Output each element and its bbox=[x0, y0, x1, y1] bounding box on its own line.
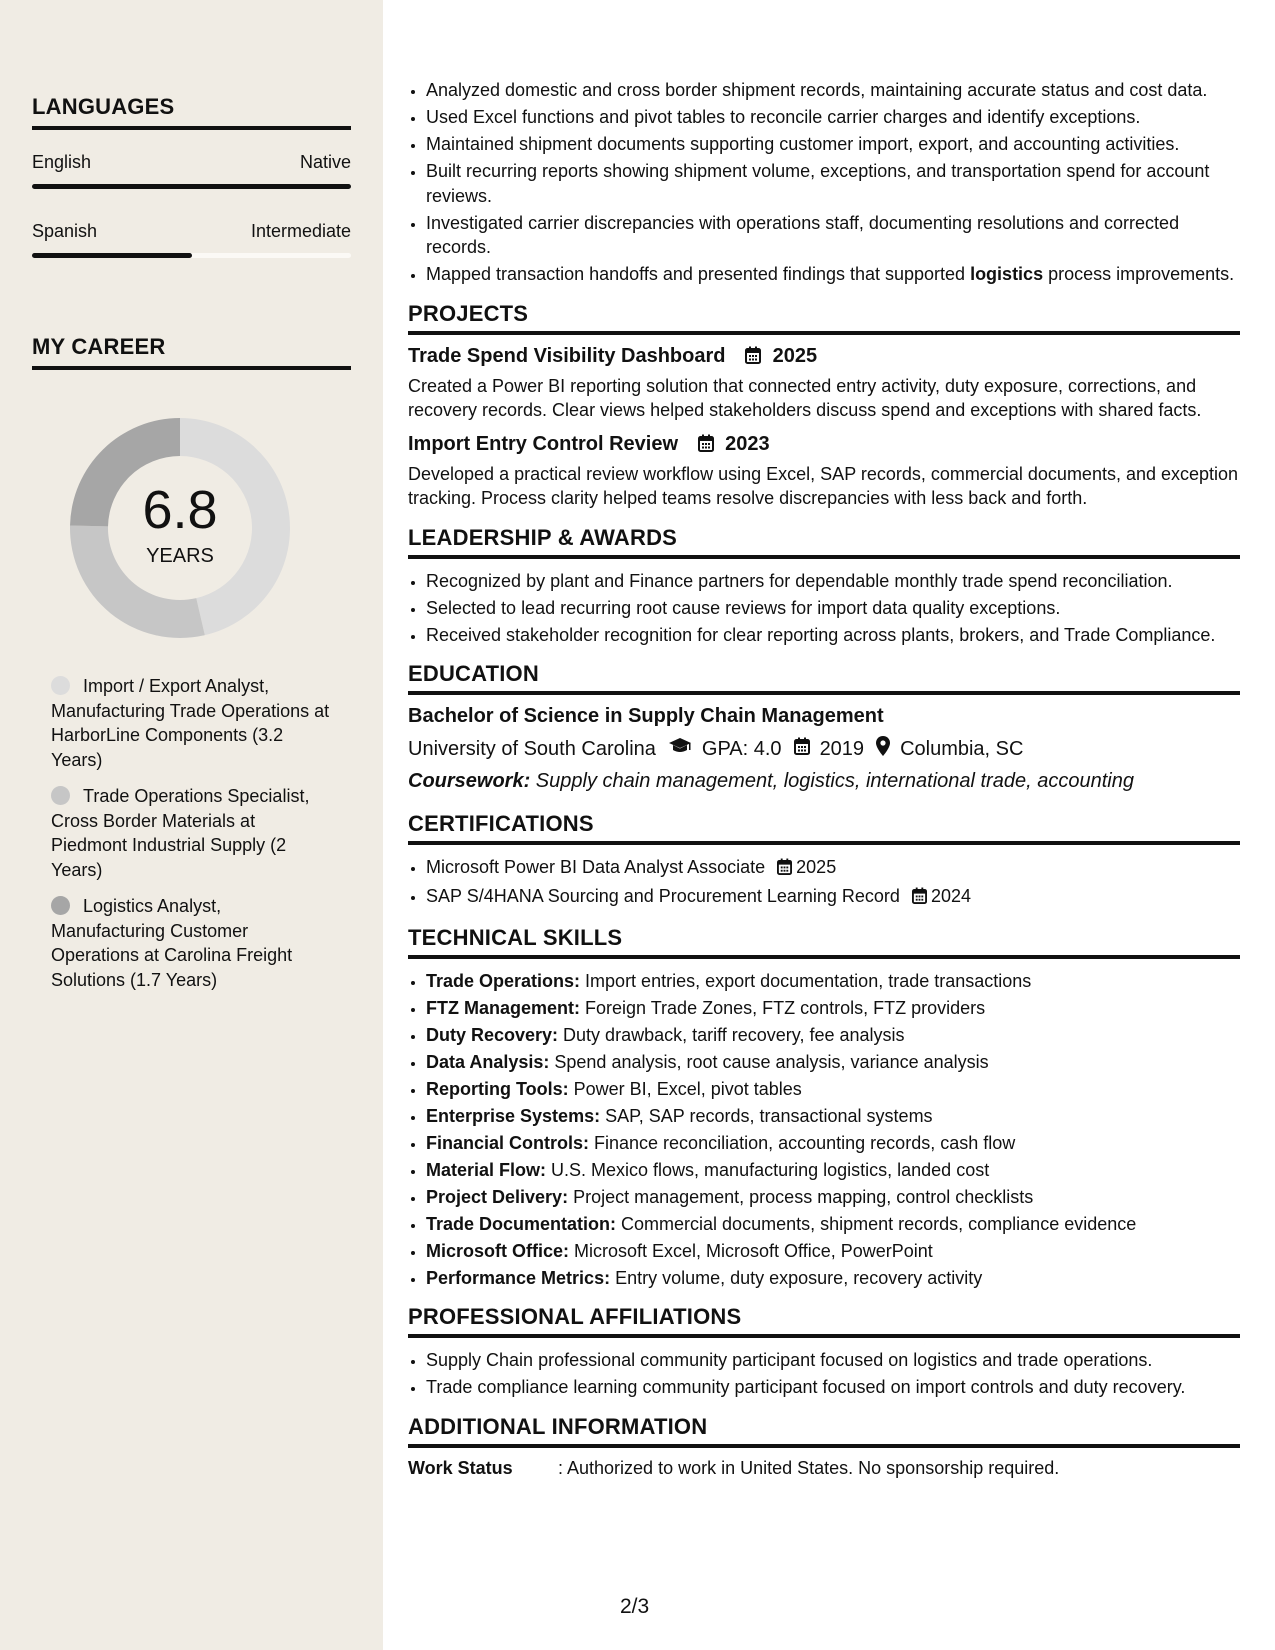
projects-heading: PROJECTS bbox=[408, 301, 1240, 335]
donut-segment-2 bbox=[70, 525, 205, 638]
language-bar-english bbox=[32, 184, 351, 189]
career-item bbox=[51, 674, 331, 772]
list-item bbox=[426, 996, 1240, 1021]
calendar-icon bbox=[698, 434, 714, 458]
calendar-icon bbox=[745, 346, 761, 370]
work-status-value: : Authorized to work in United States. No sponsorship required. bbox=[558, 1457, 1060, 1478]
list-item: • Built recurring reports showing shipment volume, exceptions, and transportation spend for account reviews. bbox=[426, 159, 1240, 208]
work-status-row bbox=[408, 1458, 1240, 1479]
skill-label: Financial Controls: bbox=[426, 1132, 590, 1153]
skill-value: SAP, SAP records, transactional systems bbox=[600, 1105, 933, 1126]
education-school: University of South Carolina bbox=[408, 737, 656, 760]
list-item: • Maintained shipment documents supporting customer import, export, and accounting activities. bbox=[426, 132, 1240, 157]
legend-dot bbox=[51, 676, 70, 695]
skill-value: Power BI, Excel, pivot tables bbox=[568, 1078, 802, 1099]
career-donut-chart bbox=[60, 408, 300, 648]
list-item bbox=[426, 1185, 1240, 1210]
project-title: Trade Spend Visibility Dashboard bbox=[408, 344, 726, 367]
page-number: 2/3 bbox=[620, 1595, 650, 1618]
list-item: • Selected to lead recurring root cause reviews for import data quality exceptions. bbox=[426, 596, 1240, 621]
calendar-icon bbox=[912, 886, 927, 911]
list-item bbox=[426, 1077, 1240, 1102]
education-degree: Bachelor of Science in Supply Chain Management bbox=[408, 705, 884, 727]
skill-label: Material Flow: bbox=[426, 1159, 547, 1180]
education-location: Columbia, SC bbox=[900, 737, 1024, 760]
list-item bbox=[426, 855, 1240, 882]
work-status-label: Work Status bbox=[408, 1457, 513, 1478]
skill-label: Trade Operations: bbox=[426, 970, 581, 991]
list-item: • Trade compliance learning community participant focused on import controls and duty recovery. bbox=[426, 1375, 1240, 1400]
certifications-heading: CERTIFICATIONS bbox=[408, 811, 1240, 845]
language-name: English bbox=[32, 152, 92, 172]
career-heading: MY CAREER bbox=[32, 334, 351, 370]
career-item-text: Trade Operations Specialist, Cross Border Materials at Piedmont Industrial Supply (2 Years) bbox=[51, 786, 310, 880]
skill-label: Microsoft Office: bbox=[426, 1240, 570, 1261]
additional-info-heading: ADDITIONAL INFORMATION bbox=[408, 1414, 1240, 1448]
leadership-heading: LEADERSHIP & AWARDS bbox=[408, 525, 1240, 559]
list-item bbox=[426, 1104, 1240, 1129]
list-item: • Used Excel functions and pivot tables to reconcile carrier charges and identify exceptions. bbox=[426, 105, 1240, 130]
certification-year: 2024 bbox=[930, 886, 971, 906]
certification-name: SAP S/4HANA Sourcing and Procurement Learning Record bbox=[426, 886, 900, 906]
list-item bbox=[426, 262, 1240, 287]
calendar-icon bbox=[794, 737, 810, 761]
skill-value: Project management, process mapping, control checklists bbox=[568, 1186, 1034, 1207]
list-item bbox=[426, 1023, 1240, 1048]
career-item bbox=[51, 784, 331, 882]
career-item-text: Import / Export Analyst, Manufacturing Trade Operations at HarborLine Components (3.2 Years) bbox=[51, 676, 330, 770]
list-item: • Supply Chain professional community participant focused on logistics and trade operations. bbox=[426, 1348, 1240, 1373]
education-heading: EDUCATION bbox=[408, 661, 1240, 695]
skill-label: Project Delivery: bbox=[426, 1186, 569, 1207]
skill-value: Entry volume, duty exposure, recovery activity bbox=[610, 1267, 983, 1288]
career-item-text: Logistics Analyst, Manufacturing Customer Operations at Carolina Freight Solutions (1.7 Years) bbox=[51, 896, 293, 990]
language-row-spanish bbox=[32, 221, 351, 242]
legend-dot bbox=[51, 786, 70, 805]
career-legend bbox=[51, 674, 331, 1004]
languages-heading: LANGUAGES bbox=[32, 94, 351, 130]
skill-value: Commercial documents, shipment records, compliance evidence bbox=[616, 1213, 1137, 1234]
career-total-value: 6.8 bbox=[142, 480, 218, 540]
bullet-text: Mapped transaction handoffs and presented findings that supported bbox=[426, 264, 971, 284]
certifications-list bbox=[408, 855, 1240, 911]
language-level: Native bbox=[299, 152, 351, 172]
affiliations-heading: PROFESSIONAL AFFILIATIONS bbox=[408, 1304, 1240, 1338]
project-title-row bbox=[408, 433, 1240, 458]
project-year: 2023 bbox=[725, 432, 770, 455]
certification-year: 2025 bbox=[796, 857, 837, 877]
language-bar-spanish bbox=[32, 253, 351, 258]
education-year: 2019 bbox=[819, 737, 865, 760]
list-item bbox=[426, 1239, 1240, 1264]
certification-name: Microsoft Power BI Data Analyst Associate bbox=[426, 857, 766, 877]
project-title-row bbox=[408, 345, 1240, 370]
coursework-text: Supply chain management, logistics, international trade, accounting bbox=[530, 770, 1134, 792]
career-item bbox=[51, 894, 331, 992]
list-item: • Investigated carrier discrepancies with operations staff, documenting resolutions and corrected records. bbox=[426, 211, 1240, 260]
location-pin-icon bbox=[876, 736, 890, 762]
skill-label: Performance Metrics: bbox=[426, 1267, 611, 1288]
list-item: • Analyzed domestic and cross border shipment records, maintaining accurate status and cost data. bbox=[426, 78, 1240, 103]
skill-value: U.S. Mexico flows, manufacturing logistics, landed cost bbox=[546, 1159, 990, 1180]
list-item bbox=[426, 1212, 1240, 1237]
skill-value: Import entries, export documentation, trade transactions bbox=[580, 970, 1032, 991]
skill-label: FTZ Management: bbox=[426, 997, 581, 1018]
language-level: Intermediate bbox=[250, 221, 351, 241]
skill-value: Foreign Trade Zones, FTZ controls, FTZ providers bbox=[580, 997, 986, 1018]
bullet-text: process improvements. bbox=[1043, 264, 1235, 284]
graduation-cap-icon bbox=[668, 737, 692, 761]
affiliations-list bbox=[408, 1348, 1240, 1400]
project-year: 2025 bbox=[772, 344, 818, 367]
language-bar-fill bbox=[32, 184, 351, 189]
career-total-unit: YEARS bbox=[146, 545, 214, 567]
list-item bbox=[426, 969, 1240, 994]
list-item bbox=[426, 1131, 1240, 1156]
project-description: Developed a practical review workflow using Excel, SAP records, commercial documents, and exception tracking. Process clarity helped teams resolve discrepancies with less back and forth. bbox=[408, 463, 1239, 508]
education-gpa: GPA: 4.0 bbox=[701, 737, 782, 760]
language-name: Spanish bbox=[32, 221, 98, 241]
list-item bbox=[426, 1266, 1240, 1291]
skill-value: Finance reconciliation, accounting records, cash flow bbox=[589, 1132, 1016, 1153]
sidebar bbox=[0, 0, 383, 1650]
project-description: Created a Power BI reporting solution that connected entry activity, duty exposure, corrections, and recovery records. Clear views helped stakeholders discuss spend and exceptions with shared facts. bbox=[408, 375, 1202, 420]
list-item bbox=[426, 1158, 1240, 1183]
skill-value: Duty drawback, tariff recovery, fee analysis bbox=[558, 1024, 905, 1045]
skill-label: Duty Recovery: bbox=[426, 1024, 559, 1045]
list-item: • Received stakeholder recognition for clear reporting across plants, brokers, and Trade Compliance. bbox=[426, 623, 1240, 648]
calendar-icon bbox=[777, 857, 792, 882]
skill-label: Data Analysis: bbox=[426, 1051, 550, 1072]
list-item bbox=[426, 1050, 1240, 1075]
skill-label: Enterprise Systems: bbox=[426, 1105, 601, 1126]
coursework-label: Coursework: bbox=[408, 770, 531, 792]
skills-list bbox=[408, 969, 1240, 1291]
education-coursework bbox=[408, 770, 1240, 793]
list-item bbox=[426, 884, 1240, 911]
language-row-english bbox=[32, 152, 351, 173]
skills-heading: TECHNICAL SKILLS bbox=[408, 925, 1240, 959]
language-bar-fill bbox=[32, 253, 192, 258]
skill-label: Reporting Tools: bbox=[426, 1078, 569, 1099]
bullet-bold-text: logistics bbox=[970, 264, 1044, 284]
leadership-list bbox=[408, 569, 1240, 648]
skill-label: Trade Documentation: bbox=[426, 1213, 617, 1234]
main-content bbox=[408, 78, 1240, 1479]
skill-value: Spend analysis, root cause analysis, variance analysis bbox=[549, 1051, 989, 1072]
list-item: • Recognized by plant and Finance partners for dependable monthly trade spend reconciliation. bbox=[426, 569, 1240, 594]
experience-bullets bbox=[408, 78, 1240, 287]
skill-value: Microsoft Excel, Microsoft Office, PowerPoint bbox=[569, 1240, 933, 1261]
project-title: Import Entry Control Review bbox=[408, 432, 679, 455]
education-details bbox=[408, 736, 1240, 762]
legend-dot bbox=[51, 896, 70, 915]
